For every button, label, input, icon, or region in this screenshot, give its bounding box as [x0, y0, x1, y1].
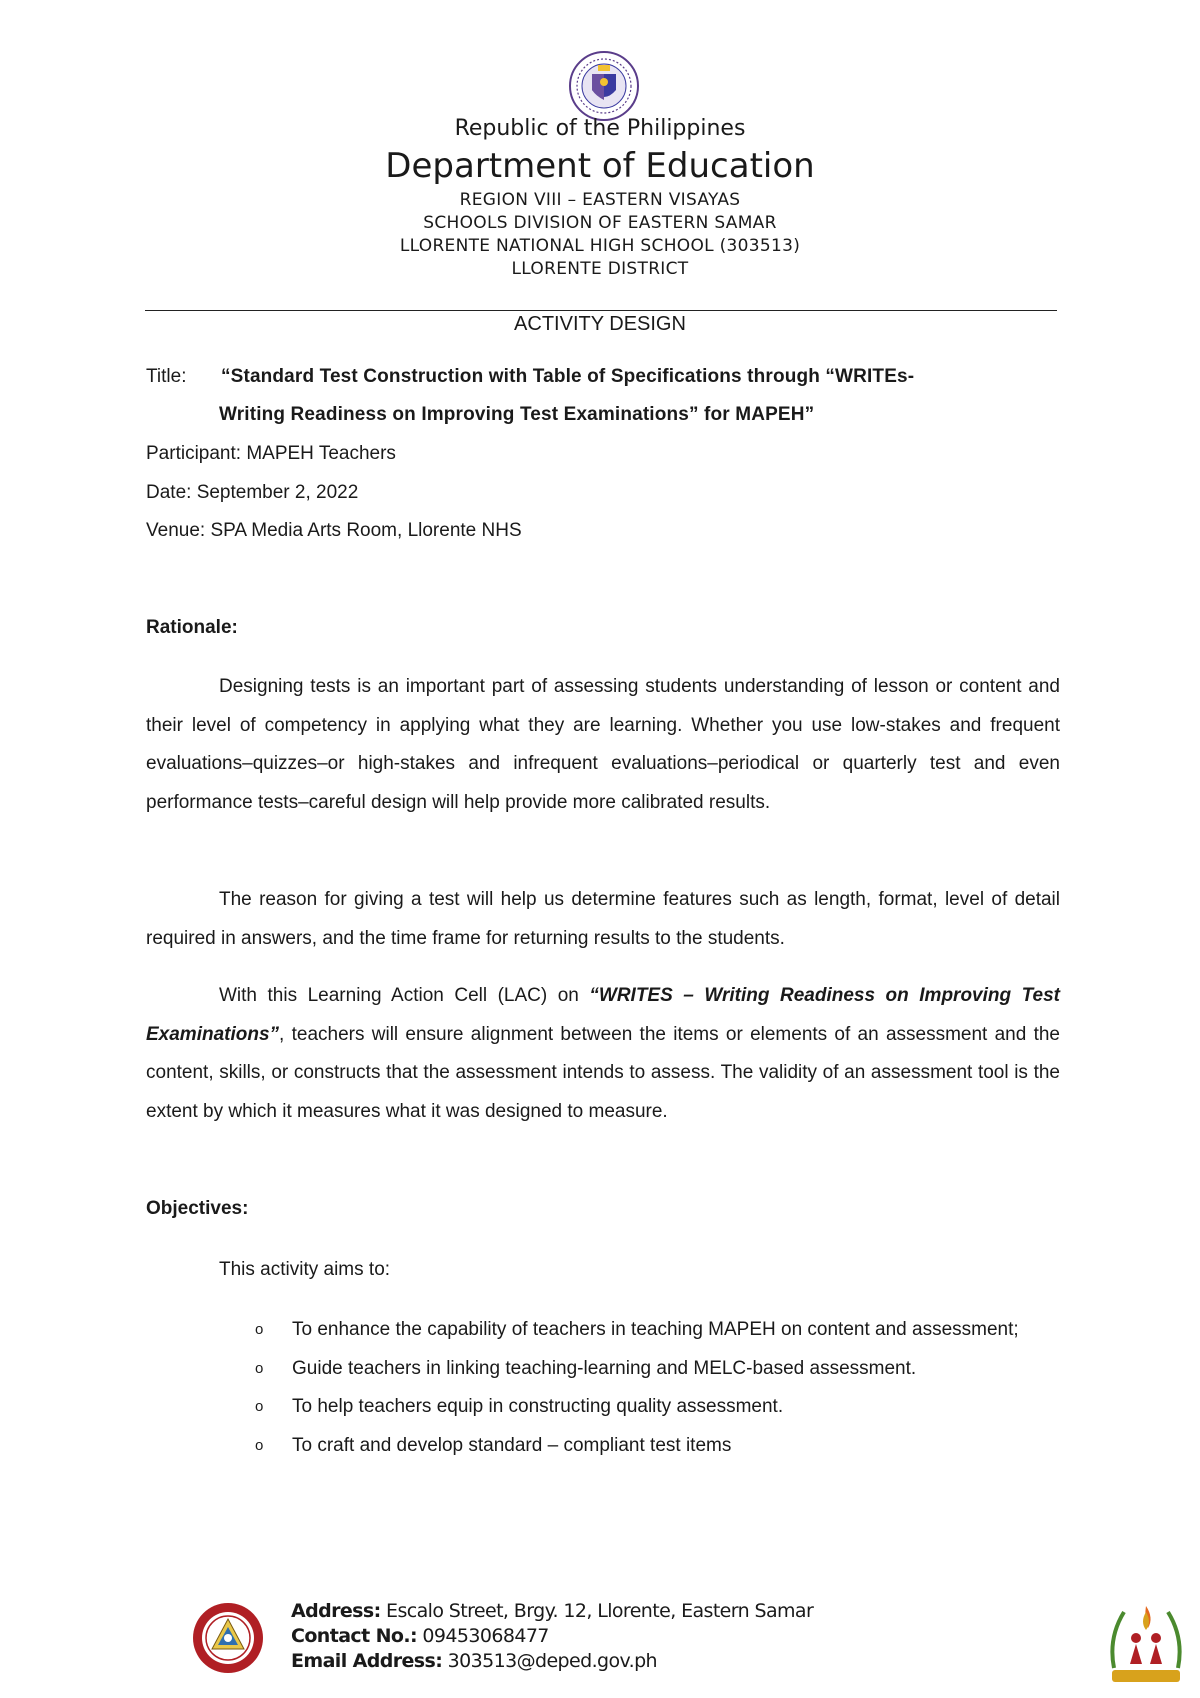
school-logo-icon — [191, 1601, 265, 1675]
objective-item — [255, 1350, 1035, 1389]
objective-text: To help teachers equip in constructing quality assessment. — [292, 1396, 784, 1417]
republic-heading: Republic of the Philippines — [454, 116, 746, 141]
bullet-marker: o — [255, 1359, 264, 1377]
objectives-intro: This activity aims to: — [219, 1259, 391, 1280]
division-heading: SCHOOLS DIVISION OF EASTERN SAMAR — [423, 213, 777, 233]
paragraph-3-lead: With this Learning Action Cell (LAC) on — [219, 985, 590, 1006]
deped-seal-icon — [568, 50, 640, 122]
region-heading: REGION VIII – EASTERN VISAYAS — [459, 190, 741, 210]
document-title: ACTIVITY DESIGN — [514, 313, 686, 335]
email-label: Email Address: — [291, 1650, 443, 1672]
objective-item — [255, 1427, 1035, 1466]
activity-title-line-2: Writing Readiness on Improving Test Examinations” for MAPEH” — [219, 404, 815, 425]
date-line: Date: September 2, 2022 — [146, 482, 359, 503]
objectives-list — [255, 1311, 1035, 1465]
objectives-heading: Objectives: — [146, 1198, 249, 1219]
bullet-marker: o — [255, 1398, 264, 1415]
email-link[interactable]: 303513@deped.gov.ph — [447, 1650, 657, 1672]
header-divider — [145, 310, 1057, 311]
objective-text: To craft and develop standard – compliant test items — [292, 1434, 732, 1456]
address-label: Address: — [291, 1600, 381, 1622]
paragraph-3-rest: , teachers will ensure alignment between the items or elements of an assessment and the content, skills, or constructs that the assessment intends to assess. The validity of an assessment tool is the extent by which it measures what it was designed to measure. — [146, 1023, 1060, 1122]
contact-value: 09453068477 — [422, 1625, 549, 1647]
objective-item — [255, 1388, 1035, 1427]
objective-text: Guide teachers in linking teaching-learning and MELC-based assessment. — [292, 1357, 917, 1379]
footer-email — [291, 1650, 657, 1672]
project-logo-icon — [1104, 1598, 1188, 1686]
school-heading: LLORENTE NATIONAL HIGH SCHOOL (303513) — [399, 236, 801, 256]
venue-line: Venue: SPA Media Arts Room, Llorente NHS — [146, 520, 522, 541]
objective-text: To enhance the capability of teachers in teaching MAPEH on content and assessment; — [292, 1319, 1019, 1340]
district-heading: LLORENTE DISTRICT — [511, 259, 689, 279]
participant-line: Participant: MAPEH Teachers — [146, 443, 396, 464]
bullet-marker: o — [255, 1321, 264, 1338]
activity-title-line-1: “Standard Test Construction with Table of Specifications through “WRITEs- — [221, 366, 915, 387]
footer-contact — [291, 1625, 549, 1647]
objective-item — [255, 1311, 1035, 1350]
bullet-marker: o — [255, 1436, 264, 1454]
rationale-paragraph-1: Designing tests is an important part of assessing students understanding of lesson or content and their level of competency in applying what they are learning. Whether you use low-stakes and frequent evaluations–quizzes–or high-stakes and infrequent evaluations–periodical or quarterly test and even performance tests–careful design will help provide more calibrated results. — [146, 676, 1060, 813]
footer-address — [291, 1600, 813, 1622]
rationale-paragraph-3 — [146, 977, 1060, 1131]
department-heading: Department of Education — [385, 146, 815, 186]
title-label: Title: — [146, 366, 187, 387]
address-value: Escalo Street, Brgy. 12, Llorente, Eastern Samar — [386, 1600, 814, 1622]
lac-title-emphasis: “WRITES – Writing Readiness on Improving Test Examinations” — [146, 985, 1060, 1045]
rationale-heading: Rationale: — [146, 617, 238, 638]
rationale-paragraph-2: The reason for giving a test will help us determine features such as length, format, level of detail required in answers, and the time frame for returning results to the students. — [146, 889, 1060, 949]
contact-label: Contact No.: — [291, 1625, 417, 1647]
